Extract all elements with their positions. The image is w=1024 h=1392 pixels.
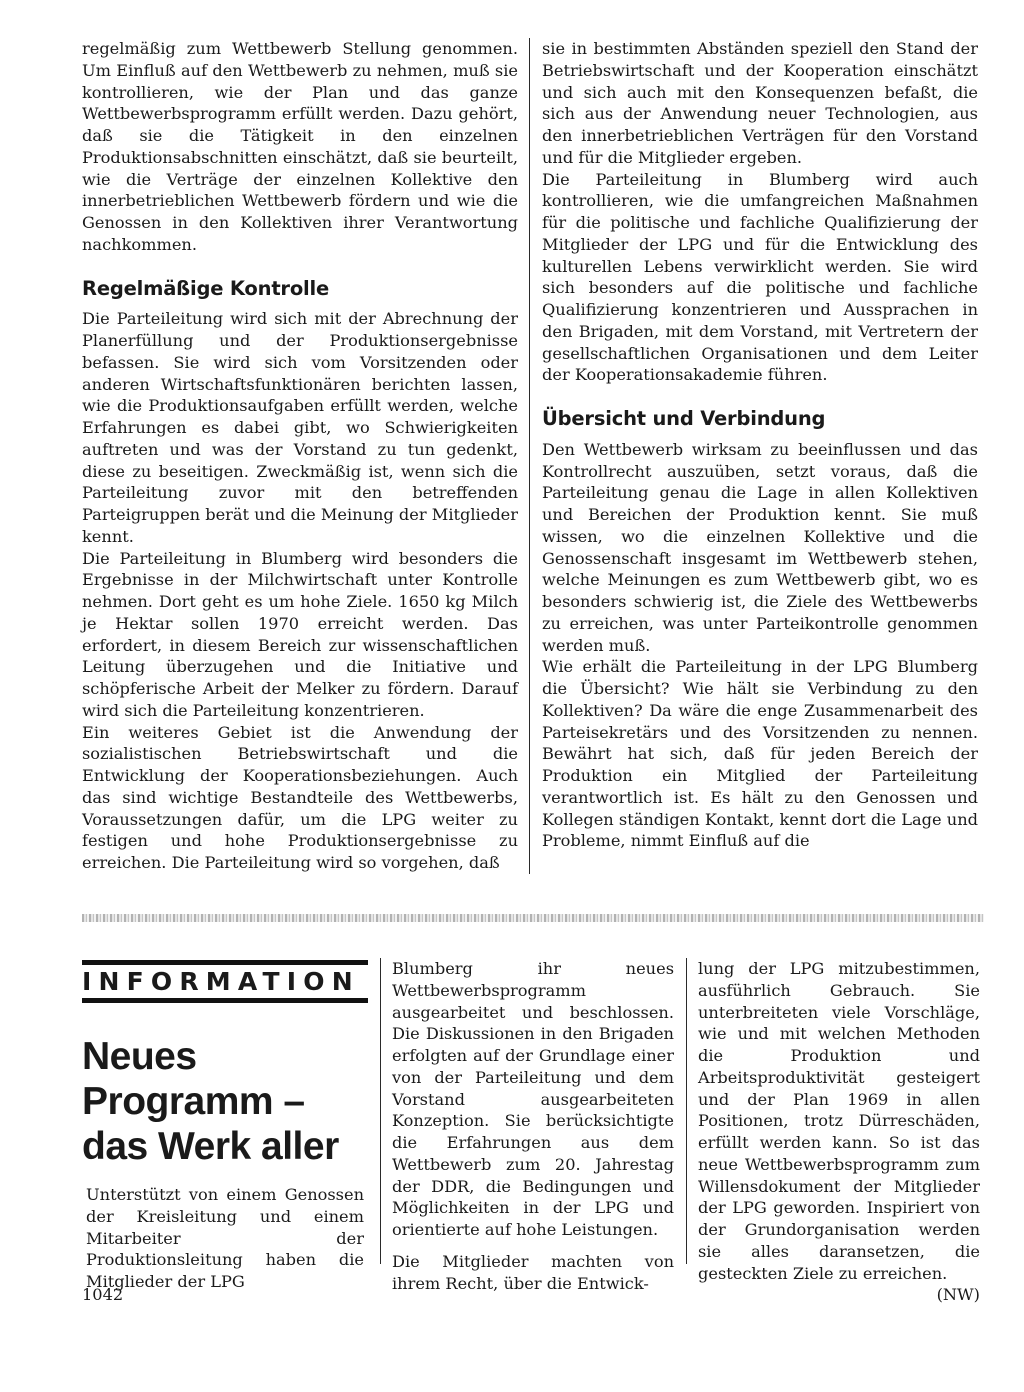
info-column-3 bbox=[698, 958, 980, 1306]
section-separator-band bbox=[82, 914, 984, 922]
info-paragraph-text: lung der LPG mitzubestimmen, ausführlich Gebrauch. Sie unterbreiteten viele Vorschläge, wie und mit welchen Methoden die Produktion und Arbeitsproduktivität gesteigert und der Plan 1969 in allen Positionen, trotz Dürreschäden, erfüllt werden kann. So ist das neue Wettbewerbsprogramm zum Willensdokument der Mitglieder der LPG geworden. Inspiriert von der Grundorganisation werden sie alles daransetzen, die gesteckten Ziele zu erreichen. bbox=[698, 959, 980, 1283]
article-paragraph: Die Parteileitung in Blumberg wird auch kontrollieren, wie die umfangreichen Maßnahmen für die politische und fachliche Qualifizierung der Mitglieder der LPG und für die Entwicklung des kulturellen Lebens verwirklicht werden. Sie wird sich besonders auf die politische und fachliche Qualifizierung konzentrieren und Aussprachen in den Brigaden, mit dem Vorstand, mit Vertretern der gesellschaftlichen Organisationen und dem Leiter der Kooperationsakademie führen. bbox=[542, 169, 978, 385]
info-label: INFORMATION bbox=[82, 967, 360, 996]
info-paragraph: Die Mitglieder machten von ihrem Recht, über die Entwick- bbox=[392, 1251, 674, 1293]
article-paragraph: regelmäßig zum Wettbewerb Stellung genommen. Um Einfluß auf den Wettbewerb zu nehmen, muß sie kontrollieren, wie der Plan und das ganze Wettbewerbsprogramm erfüllt werden. Dazu gehört, daß sie die Tätigkeit in den einzelnen Produktionsabschnitten einschätzt, daß sie beurteilt, wie die Verträge der einzelnen Kollektive den innerbetrieblichen Wettbewerb fördern und wie die Genossen in den Kollektiven ihrer Verantwortung nachkommen. bbox=[82, 39, 518, 254]
info-intro-text: Unterstützt von einem Genossen der Kreisleitung und einem Mitarbeiter der Produktionsleitung haben die Mitglieder der LPG bbox=[86, 1185, 364, 1291]
info-headline bbox=[82, 1034, 382, 1169]
info-column-2 bbox=[392, 958, 674, 1294]
page-number: 1042 bbox=[82, 1285, 124, 1304]
column-divider bbox=[529, 38, 530, 874]
article-paragraph: Wie erhält die Parteileitung in der LPG Blumberg die Übersicht? Wie hält sie Verbindung zu den Kollektiven? Da wäre die enge Zusammenarbeit des Parteisekretärs und des Vorsitzenden zu nennen. Bewährt hat sich, daß für jeden Bereich der Produktion ein Mitglied der Parteileitung verantwortlich ist. Es hält zu den Genossen und Kollegen ständigen Kontakt, kennt dort die Lage und Probleme, nimmt Einfluß auf die bbox=[542, 657, 978, 851]
article-paragraph: Ein weiteres Gebiet ist die Anwendung der sozialistischen Betriebswirtschaft und die Entwicklung der Kooperationsbeziehungen. Auch das sind wichtige Bestandteile des Wettbewerbs, Voraussetzungen dafür, um die LPG weiter zu festigen und hohe Produktionsergebnisse zu erreichen. Die Parteileitung wird so vorgehen, daß bbox=[82, 722, 518, 872]
info-headline-line: das Werk aller bbox=[82, 1125, 339, 1168]
info-label-rule-bottom bbox=[82, 998, 368, 1003]
info-headline-line: Programm – bbox=[82, 1080, 305, 1123]
info-paragraph bbox=[698, 958, 980, 1305]
article-left-column bbox=[82, 38, 518, 874]
info-column-divider bbox=[686, 958, 687, 1264]
author-signature: (NW) bbox=[936, 1285, 980, 1305]
info-label-rule-top bbox=[82, 960, 368, 965]
section-heading-regelmaessige-kontrolle: Regelmäßige Kontrolle bbox=[82, 276, 330, 300]
info-column-divider bbox=[380, 958, 381, 1264]
article-paragraph: Die Parteileitung wird sich mit der Abrechnung der Planerfüllung und der Produktionsergebnisse befassen. Sie wird sich vom Vorsitzenden oder anderen Wirtschaftsfunktionären berichten lassen, wie die Produktionsaufgaben erfüllt werden, welche Erfahrungen es dabei gibt, wo Schwierigkeiten auftreten und was der Vorstand zu tun gedenkt, diese zu beseitigen. Zweckmäßig ist, wenn sich die Parteileitung zuvor mit den betreffenden Parteigruppen berät und die Meinung der Mitglieder kennt. bbox=[82, 309, 518, 546]
article-right-column bbox=[542, 38, 978, 852]
article-paragraph: Die Parteileitung in Blumberg wird besonders die Ergebnisse in der Milchwirtschaft unter Kontrolle nehmen. Dort geht es um hohe Ziele. 1650 kg Milch je Hektar sollen 1970 erreicht werden. Das erfordert, in diesem Bereich zur wissenschaftlichen Leitung überzugehen und die Initiative und schöpferische Arbeit der Melker zu fördern. Darauf wird sich die Parteileitung konzentrieren. bbox=[82, 548, 518, 720]
article-paragraph: Den Wettbewerb wirksam zu beeinflussen und das Kontrollrecht auszuüben, setzt voraus, daß die Parteileitung genau die Lage in allen Kollektiven und Bereichen der Produktion kennt. Sie muß wissen, wo die einzelnen Kollektive und die Genossenschaft insgesamt im Wettbewerb stehen, welche Meinungen es zum Wettbewerb gibt, wo es besonders schwierig ist, die Ziele des Wettbewerbs zu erreichen, was unter Parteikontrolle genommen werden muß. bbox=[542, 439, 978, 655]
info-paragraph: Blumberg ihr neues Wettbewerbsprogramm ausgearbeitet und beschlossen. Die Diskussionen in den Brigaden erfolgten auf der Grundlage einer von der Parteileitung und dem Vorstand ausgearbeiteten Konzeption. Sie berücksichtigte die Erfahrungen aus dem Wettbewerb zum 20. Jahrestag der DDR, die Bedingungen und Möglichkeiten in der LPG und orientierte auf hohe Leistungen. bbox=[392, 959, 674, 1239]
article-paragraph: sie in bestimmten Abständen speziell den Stand der Betriebswirtschaft und der Kooperation einschätzt und sich auch mit den Konsequenzen befaßt, die sich aus der Anwendung neuer Technologien, aus den innerbetrieblichen Verträgen für den Vorstand und für die Mitglieder ergeben. bbox=[542, 39, 978, 167]
info-headline-line: Neues bbox=[82, 1035, 197, 1078]
section-heading-uebersicht-und-verbindung: Übersicht und Verbindung bbox=[542, 407, 826, 430]
